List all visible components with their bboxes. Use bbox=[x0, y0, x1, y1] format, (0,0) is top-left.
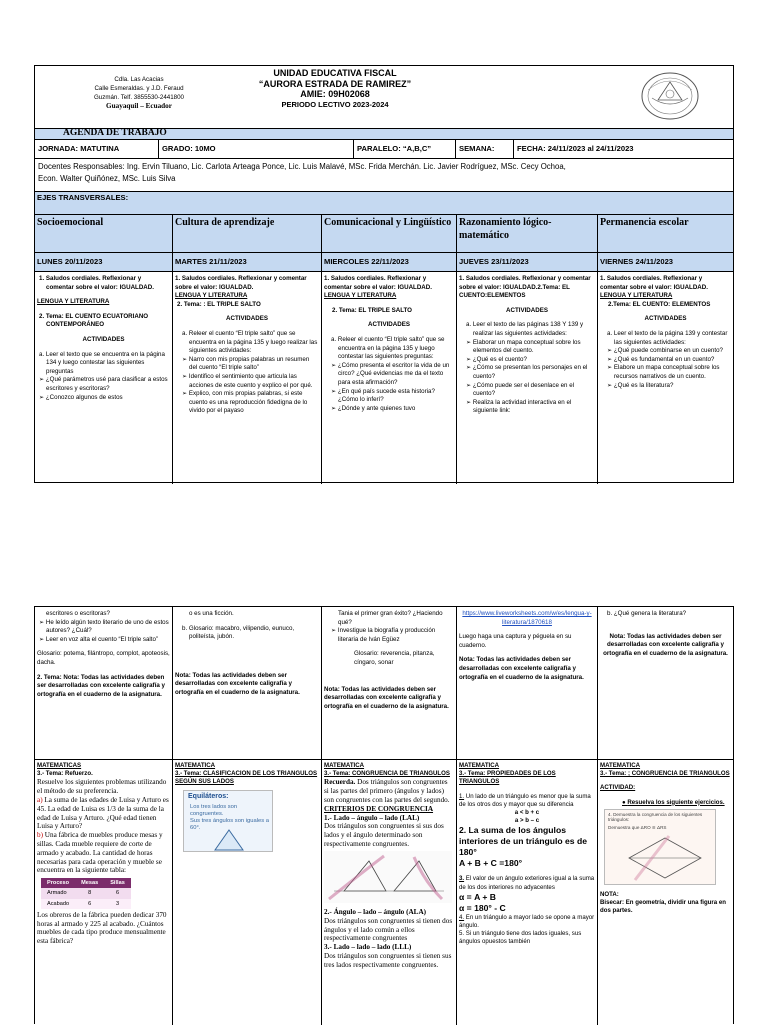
activity-line: a. Releer el cuento “El triple salto” que se encuentra en la página 135 y luego contestar las siguientes preguntas: bbox=[331, 335, 445, 361]
image-line: Demuestra que ΔRO ≅ ΔRS bbox=[608, 825, 667, 830]
note-text: Bisecar: En geometría, dividir una figura en dos partes. bbox=[600, 899, 726, 915]
school-type: UNIDAD EDUCATIVA FISCAL bbox=[273, 68, 397, 78]
subject-heading: MATEMATICA bbox=[324, 762, 365, 769]
math-problem-b bbox=[37, 831, 170, 875]
docentes-row bbox=[35, 158, 733, 191]
activity-line: a. Leer el texto que se encuentra en la página 134 y luego contestar las siguientes preguntas bbox=[39, 350, 165, 375]
activities-heading: ACTIVIDADES bbox=[506, 306, 548, 314]
math-text: Resuelve los siguientes problemas utilizando el método de su preferencia. bbox=[37, 778, 167, 796]
tuesday-math bbox=[172, 760, 321, 1025]
agenda-page-2 bbox=[34, 606, 734, 1024]
activity-text: Resuelva los siguiente ejercicios. bbox=[627, 798, 725, 806]
ejes-label: EJES TRANSVERSALES: bbox=[37, 193, 129, 202]
math-row bbox=[35, 759, 733, 1025]
activity-line: Luego haga una captura y péguela en su cuaderno. bbox=[459, 633, 572, 649]
activities-heading: ACTIVIDADES bbox=[368, 321, 410, 329]
category-cell: Socioemocional bbox=[37, 217, 104, 228]
activity-heading: ACTIVIDAD: bbox=[600, 784, 636, 792]
day-cell: VIERNES 24/11/2023 bbox=[597, 253, 733, 271]
property-line bbox=[459, 793, 595, 809]
table-cell: 6 bbox=[115, 890, 120, 897]
fecha-cell: FECHA: 24/11/2023 al 24/11/2023 bbox=[513, 140, 733, 158]
activity-line: a. Leer el texto de las páginas 138 Y 139 y realizar las siguientes actividades: bbox=[466, 321, 584, 337]
agenda-title: AGENDA DE TRABAJO bbox=[63, 128, 167, 138]
math-problem-a bbox=[37, 796, 170, 831]
property-line bbox=[459, 914, 595, 930]
formula: a > b – c bbox=[514, 817, 540, 825]
agenda-page-1 bbox=[34, 65, 734, 483]
school-period: PERIODO LECTIVO 2023-2024 bbox=[281, 99, 389, 109]
friday-math bbox=[597, 760, 733, 1025]
day-cell: MIERCOLES 22/11/2023 bbox=[321, 253, 456, 271]
table-cell: Armado bbox=[47, 890, 67, 897]
property-number: 3. bbox=[459, 875, 465, 883]
property-line bbox=[459, 875, 595, 891]
activity-line: ➢ ¿Cómo presenta el escritor la vida de un circo? ¿Qué evidencias me da el texto para esta afirmación? bbox=[331, 361, 450, 386]
criteria-text: Dos triángulos son congruentes si tienen dos ángulos y el lado común a ellos respectivamente congruentes bbox=[324, 916, 453, 943]
topic-line: 3.- Tema: CONGRUENCIA DE TRIANGULOS bbox=[324, 770, 450, 778]
formula: a < b + c bbox=[514, 809, 540, 817]
math-text: Los obreros de la fábrica pueden dedicar 370 horas al armado y 225 al acabado. ¿Cuántos muebles de cada tipo produce mensualmente esta fábrica? bbox=[37, 910, 167, 946]
ejes-row bbox=[35, 191, 733, 214]
bullet-icon: ● bbox=[622, 798, 628, 806]
docentes-text: Econ. Walter Quiñónez, MSc. Luis Silva bbox=[38, 174, 176, 183]
info-row bbox=[35, 139, 733, 158]
formula: α = 180° - C bbox=[459, 902, 506, 913]
activities-row-continued bbox=[35, 607, 733, 759]
activity-line: ➢ ¿Cómo puede ser el desenlace en el cuento? bbox=[466, 381, 575, 398]
image-bullet-text: Sus tres ángulos son iguales a 60°. bbox=[190, 817, 269, 831]
note-line: Nota: Todas las actividades deben ser desarrolladas con excelente caligrafía y ortografía en el cuaderno de la asignatura. bbox=[324, 685, 449, 710]
table-header: Sillas bbox=[110, 880, 125, 887]
day-cell: MARTES 21/11/2023 bbox=[172, 253, 321, 271]
activity-line: 1. Saludos cordiales. Reflexionar y comentar sobre el valor: IGUALDAD.2.Tema: EL CUENTO:ELEMENTOS bbox=[459, 275, 591, 300]
activity-bullet bbox=[600, 799, 731, 807]
tuesday-activities-cont bbox=[172, 607, 321, 759]
criteria-title: 2.- Ángulo – lado – ángulo (ALA) bbox=[324, 907, 427, 916]
note-line: 2. Tema: Nota: Todas las actividades deben ser desarrolladas con excelente caligrafía y ortografía en el cuaderno de la asignatura. bbox=[37, 673, 165, 698]
note-label: NOTA: bbox=[600, 890, 619, 898]
property-line: 2. La suma de los ángulos interiores de un triángulo es de 180° bbox=[459, 825, 587, 858]
worksheet-link[interactable]: https://www.liveworksheets.com/w/es/lengua-y-literatura/1870618 bbox=[462, 610, 592, 626]
tuesday-activities bbox=[172, 272, 321, 484]
math-text: La suma de las edades de Luisa y Arturo es 45. La edad de Luisa es 1/3 de la suma de la edad de Luisa y Arturo. ¿Qué edad tienen Luisa y Arturo? bbox=[37, 796, 169, 831]
table-header: Mesas bbox=[81, 880, 99, 887]
congruence-diagram-icon bbox=[324, 851, 452, 903]
subject-heading: LENGUA Y LITERATURA bbox=[600, 292, 673, 300]
activity-line: ➢ Leer en voz alta el cuento “El triple salto” bbox=[39, 635, 159, 643]
days-row bbox=[35, 252, 733, 271]
semana-cell: SEMANA: bbox=[455, 140, 513, 158]
school-title-block bbox=[230, 68, 440, 110]
table-cell: 3 bbox=[115, 900, 120, 907]
activity-line: ➢ Elaborar un mapa conceptual sobre los elementos del cuento. bbox=[466, 338, 581, 355]
activity-line: ➢ Elabore un mapa conceptual sobre los recursos narrativos de un cuento. bbox=[607, 364, 720, 380]
subject-heading: MATEMATICA bbox=[600, 762, 641, 769]
activity-line: 1. Saludos cordiales. Reflexionar y comentar sobre el valor: IGUALDAD. bbox=[600, 275, 708, 291]
table-cell: 8 bbox=[88, 890, 92, 897]
school-amie: AMIE: 09H02068 bbox=[300, 89, 370, 99]
problem-letter: a) bbox=[37, 796, 43, 804]
kite-triangle-icon bbox=[625, 834, 705, 882]
activity-line: a. Releer el cuento “El triple salto” que se encuentra en la página 135 y luego realizar las siguientes actividades: bbox=[182, 329, 318, 355]
activity-line: ➢ ¿Cómo se presentan los personajes en el cuento? bbox=[466, 364, 588, 380]
topic-line: 2. Tema: EL TRIPLE SALTO bbox=[332, 306, 412, 314]
address-line: Calle Esmeraldas. y J.D. Feraud bbox=[94, 85, 184, 92]
image-title: Equiláteros: bbox=[188, 792, 229, 800]
equilateral-image bbox=[183, 790, 273, 852]
topic-line: 3.- Tema: CLASIFICACION DE LOS TRIANGULOS SEGÚN SUS LADOS bbox=[175, 770, 318, 786]
friday-activities-cont bbox=[597, 607, 733, 759]
formula: A + B + C =180° bbox=[459, 858, 523, 869]
category-cell: Comunicacional y Lingüístico bbox=[321, 215, 456, 252]
topic-line: 2.Tema: EL CUENTO: ELEMENTOS bbox=[608, 300, 711, 308]
jornada-cell: JORNADA: MATUTINA bbox=[38, 144, 120, 153]
note-line: Nota: Todas las actividades deben ser desarrolladas con excelente caligrafía y ortografía en el cuaderno de la asignatura. bbox=[603, 632, 728, 657]
category-cell: Cultura de aprendizaje bbox=[172, 215, 321, 252]
table-header: Proceso bbox=[47, 880, 70, 887]
criteria-text: Dos triángulos son congruentes si tienen sus tres lados respectivamente congruentes. bbox=[324, 951, 452, 969]
production-table bbox=[41, 878, 131, 909]
address-line: Cdla. Las Acacias bbox=[114, 76, 164, 83]
day-cell: JUEVES 23/11/2023 bbox=[456, 253, 597, 271]
day-cell: LUNES 20/11/2023 bbox=[37, 257, 103, 266]
activities-heading: ACTIVIDADES bbox=[226, 315, 268, 323]
activities-heading: ACTIVIDADES bbox=[82, 335, 125, 343]
activity-line: escritores o escritoras? bbox=[46, 610, 110, 617]
activity-line: b. ¿Qué genera la literatura? bbox=[607, 610, 687, 617]
note-line: Nota: Todas las actividades deben ser desarrolladas con excelente caligrafía y ortografía en el cuaderno de la asignatura. bbox=[175, 671, 300, 696]
problem-letter: b) bbox=[37, 831, 43, 840]
table-cell: Acabado bbox=[47, 900, 70, 907]
subject-heading: LENGUA Y LITERATURA bbox=[37, 298, 110, 306]
activity-line: ➢ Investigue la biografía y producción literaria de Iván Egüez bbox=[331, 627, 436, 643]
topic-line: 3.- Tema: PROPIEDADES DE LOS TRIANGULOS bbox=[459, 770, 556, 786]
monday-math bbox=[35, 760, 172, 1025]
activity-line: a. Leer el texto de la página 139 y contestar las siguientes actividades: bbox=[607, 329, 728, 346]
subject-heading: MATEMATICA bbox=[459, 762, 500, 769]
activity-line: 1. Saludos cordiales. Reflexionar y comentar sobre el valor: IGUALDAD. bbox=[324, 275, 432, 291]
glossary-line: b. Glosario: macabro, vilipendio, eunuco, politeísta, jubón. bbox=[182, 624, 295, 641]
activity-line: ➢ ¿Qué puede combinarse en un cuento? bbox=[607, 347, 723, 355]
triangle-icon bbox=[214, 829, 244, 851]
address-city: Guayaquil – Ecuador bbox=[106, 102, 172, 110]
activity-line: ➢ Identifico el sentimiento que articula las acciones de este cuento y explico el por qué. bbox=[182, 372, 313, 389]
wednesday-activities bbox=[321, 272, 456, 484]
math-text: Dos triángulos son congruentes si las partes del primero (ángulos y lados) son congruentes con las partes del segundo. bbox=[324, 778, 450, 804]
activities-row bbox=[35, 271, 733, 484]
image-bullet bbox=[190, 804, 270, 832]
criteria-heading: CRITERIOS DE CONGRUENCIA bbox=[324, 804, 434, 813]
activity-line: ➢ Realiza la actividad interactiva en el siguiente link: bbox=[466, 398, 572, 415]
category-cell: Razonamiento lógico-matemático bbox=[456, 215, 597, 252]
recuerda-label: Recuerda. bbox=[324, 778, 356, 787]
thursday-activities-cont bbox=[456, 607, 597, 759]
activity-line: ➢ Narro con mis propias palabras un resumen del cuento “El triple salto” bbox=[182, 355, 310, 372]
monday-activities-cont bbox=[35, 607, 172, 759]
activity-line: ➢ ¿Qué es fundamental en un cuento? bbox=[607, 355, 715, 363]
thursday-activities bbox=[456, 272, 597, 484]
property-text: Un lado de un triángulo es menor que la suma de los otros dos y mayor que su diferencia bbox=[459, 792, 591, 808]
activity-line: ➢ He leído algún texto literario de uno de estos autores? ¿Cuál? bbox=[39, 618, 169, 635]
subject-heading: LENGUA Y LITERATURA bbox=[175, 292, 248, 300]
math-text bbox=[324, 778, 454, 804]
glossary-line: Glosario: potema, filántropo, complot, apoteosis, dacha. bbox=[37, 650, 170, 666]
categories-row bbox=[35, 214, 733, 252]
criteria-title: 1.- Lado – ángulo – lado (LAL) bbox=[324, 813, 420, 822]
school-name: “AURORA ESTRADA DE RAMIREZ” bbox=[258, 78, 412, 89]
topic-line: 2. Tema: EL CUENTO ECUATORIANO CONTEMPORÁNEO bbox=[39, 312, 149, 329]
school-seal-icon bbox=[638, 70, 702, 122]
topic-line: 3.- Tema: Refuerzo. bbox=[37, 770, 93, 778]
activity-line: Tania el primer gran éxito? ¿Haciendo qué? bbox=[338, 610, 443, 626]
school-address bbox=[79, 75, 199, 111]
activity-line: ➢ ¿En qué país sucede esta historia? ¿Cómo lo inferí? bbox=[331, 387, 435, 404]
criteria-text: Dos triángulos son congruentes si sus dos lados y el ángulo determinado son respectivamente congruentes. bbox=[324, 822, 444, 848]
table-cell: 6 bbox=[88, 900, 92, 907]
criteria-title: 3.- Lado – lado – lado (LLL) bbox=[324, 943, 412, 952]
property-line: 5. Si un triángulo tiene dos lados iguales, sus ángulos opuestos también bbox=[459, 930, 582, 946]
monday-activities bbox=[35, 272, 172, 484]
grado-cell: GRADO: 10MO bbox=[158, 140, 353, 158]
topic-line: 2. Tema: : EL TRIPLE SALTO bbox=[177, 300, 261, 308]
document-header bbox=[35, 66, 733, 128]
congruence-exercise-image bbox=[604, 809, 716, 885]
image-line: 4. Demuestra la congruencia de los siguientes triángulos: bbox=[608, 811, 703, 823]
image-text bbox=[608, 812, 714, 831]
wednesday-activities-cont bbox=[321, 607, 456, 759]
activity-line: 1. Saludos cordiales. Reflexionar y comentar sobre el valor: IGUALDAD. bbox=[39, 275, 154, 291]
activity-line: ➢ ¿Dónde y ante quienes tuvo bbox=[331, 404, 416, 412]
subject-heading: MATEMATICA bbox=[175, 762, 216, 769]
subject-heading: LENGUA Y LITERATURA bbox=[324, 292, 397, 300]
property-number: 4. bbox=[459, 913, 465, 921]
activity-line: ➢ ¿Qué es el cuento? bbox=[466, 355, 527, 363]
property-text: En un triángulo a mayor lado se opone a mayor ángulo. bbox=[459, 913, 595, 930]
category-cell: Permanencia escolar bbox=[597, 215, 733, 252]
topic-line: 3.- Tema: ; CONGRUENCIA DE TRIANGULOS bbox=[600, 770, 730, 778]
activity-line: ➢ ¿Conozco algunos de estos bbox=[39, 393, 123, 401]
formula: α = A + B bbox=[459, 891, 496, 902]
activities-heading: ACTIVIDADES bbox=[644, 315, 687, 323]
subject-heading: MATEMATICAS bbox=[37, 762, 82, 769]
thursday-math bbox=[456, 760, 597, 1025]
agenda-title-bar bbox=[35, 128, 733, 139]
activity-line: ➢ ¿Qué parámetros usé para clasificar a estos escritores y escritoras? bbox=[39, 376, 168, 392]
property-text: El valor de un ángulo exteriores igual a la suma de los dos interiores no adyacentes bbox=[459, 875, 595, 891]
glossary-line: Glosario: reverencia, pitanza, cíngaro, sonar bbox=[354, 650, 435, 666]
note-line: Nota: Todas las actividades deben ser desarrolladas con excelente caligrafía y ortografía en el cuaderno de la asignatura. bbox=[459, 656, 584, 681]
activity-line: o es una ficción. bbox=[189, 610, 234, 617]
address-line: Guzmán. Telf. 3855530-2441800 bbox=[93, 94, 184, 101]
activity-line: 1. Saludos cordiales. Reflexionar y comentar sobre el valor: IGUALDAD. bbox=[175, 275, 307, 291]
image-bullet-text: Los tres lados son congruentes. bbox=[190, 803, 238, 817]
property-number: 1. bbox=[459, 792, 465, 800]
docentes-text: Docentes Responsables: Ing. Ervin Tiluano, Lic. Carlota Arteaga Ponce, Lic. Luis Malavé, MSc. Frida Merchán. Lic. Javier Rodríguez, MSc. Cecy Ochoa, bbox=[38, 162, 566, 171]
math-text: Una fábrica de muebles produce mesas y sillas. Cada mueble requiere de corte de armado y acabado. La cantidad de horas necesarias para cada operación y mueble se encuentra en la siguiente tabla: bbox=[37, 831, 163, 875]
paralelo-cell: PARALELO: “A,B,C” bbox=[353, 140, 455, 158]
friday-activities bbox=[597, 272, 733, 484]
activity-line: ➢ Explico, con mis propias palabras, si este cuento es una reproducción fidedigna de lo vivido por el payaso bbox=[182, 390, 308, 415]
activity-line: ➢ ¿Qué es la literatura? bbox=[607, 381, 674, 389]
wednesday-math bbox=[321, 760, 456, 1025]
